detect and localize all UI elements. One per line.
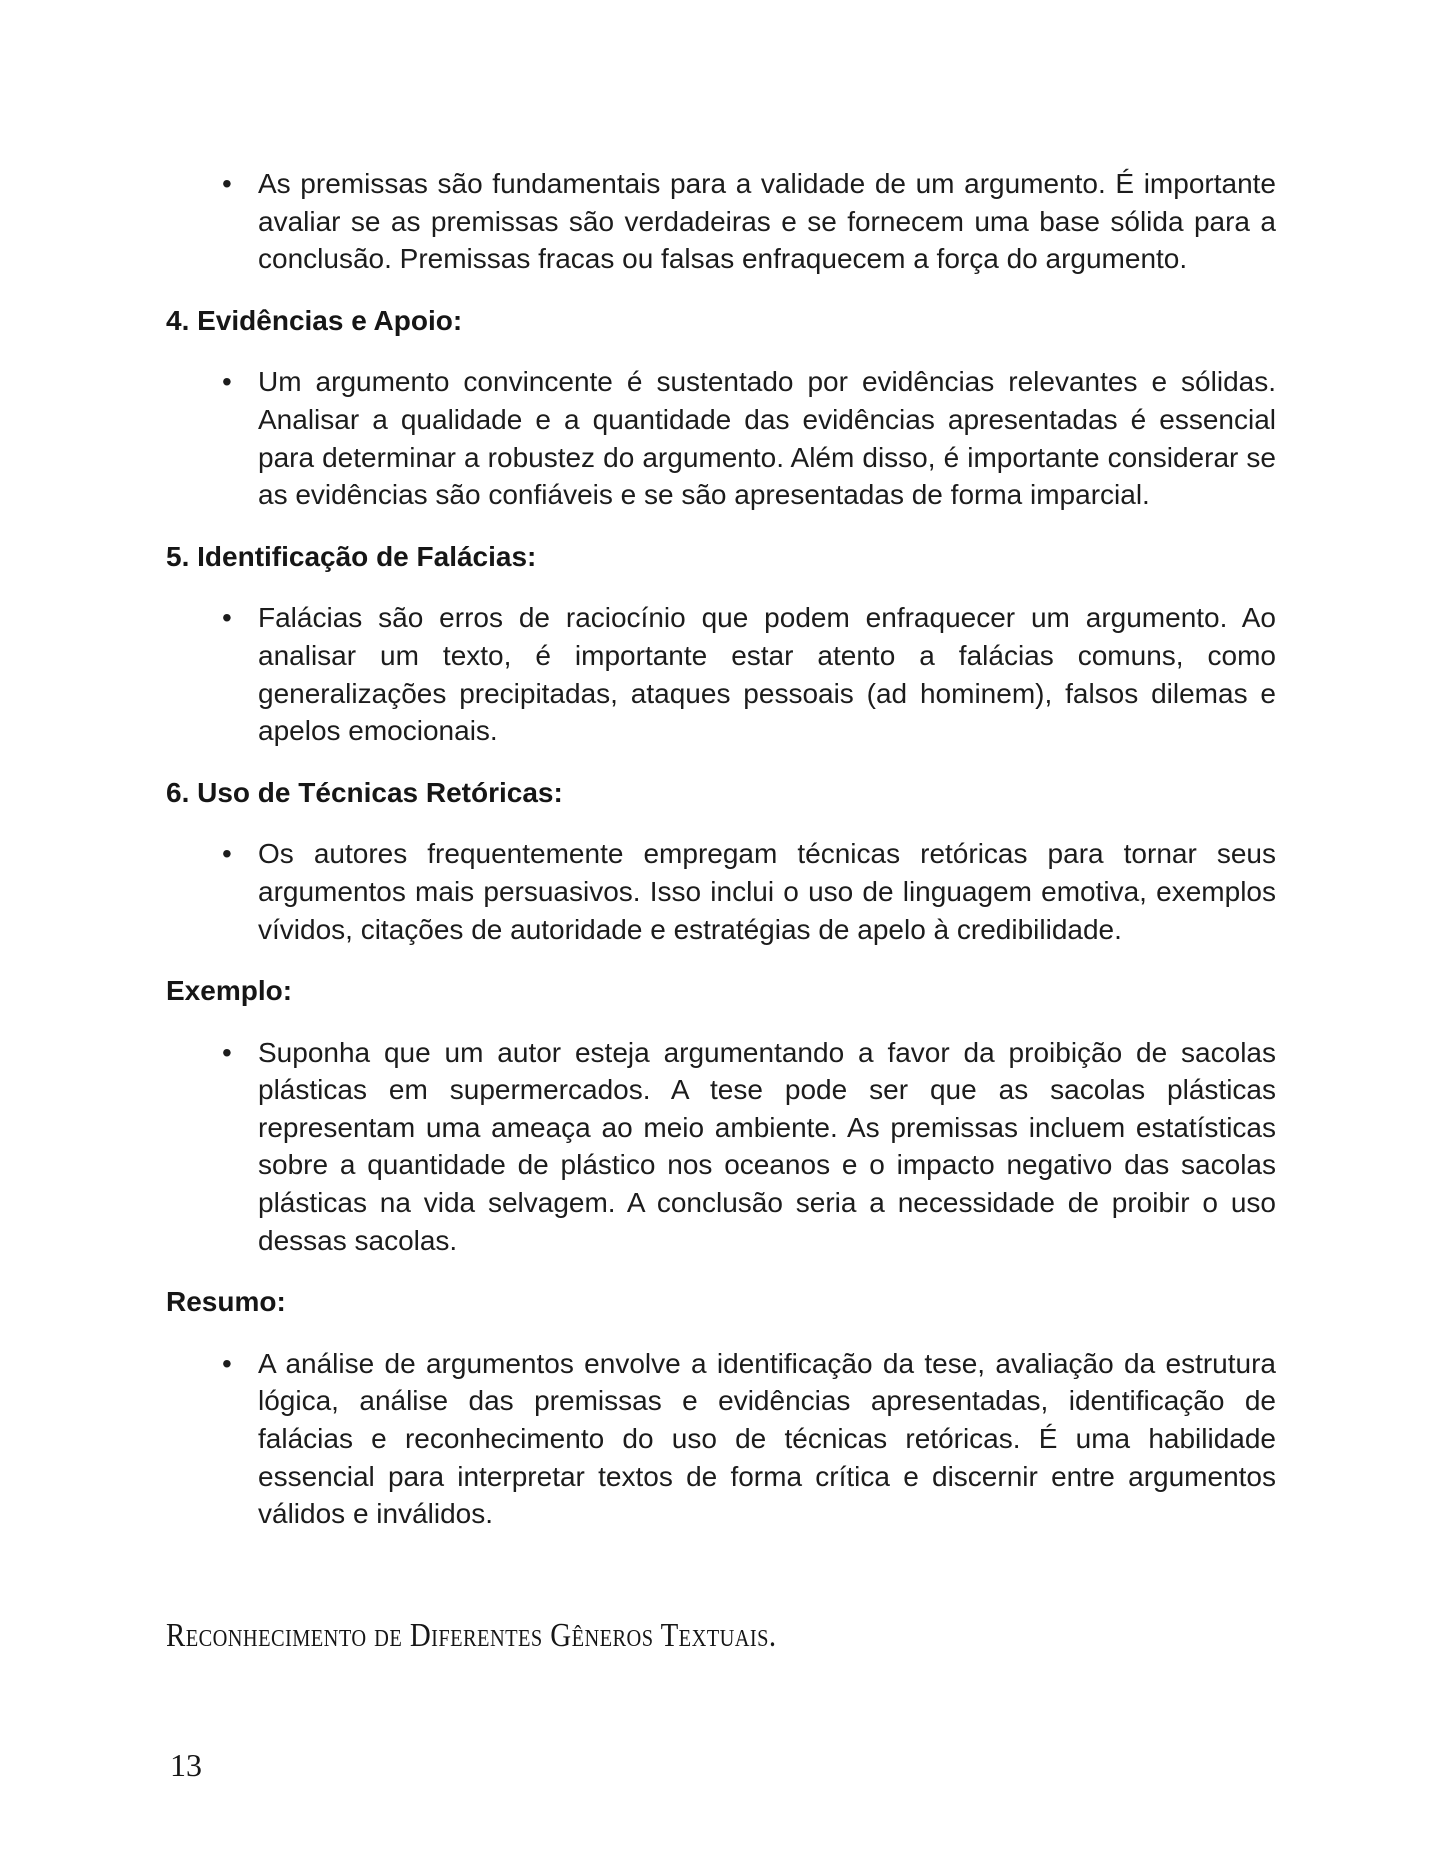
bullet-text: A análise de argumentos envolve a identificação da tese, avaliação da estrutura lógica, análise das premissas e evidências apresentadas, identificação de falácias e reconhecimento do uso de técnicas retóricas. É uma habilidade essencial para interpretar textos de forma crítica e discernir entre argumentos válidos e inválidos. [258, 1347, 1276, 1530]
heading-uso-de-tecnicas-retoricas: 6. Uso de Técnicas Retóricas: [166, 776, 563, 808]
bullet-list-tecnicas-retoricas [166, 835, 1276, 948]
page-number: 13 [170, 1746, 202, 1783]
bullet-text: Falácias são erros de raciocínio que podem enfraquecer um argumento. Ao analisar um texto, é importante estar atento a falácias comuns, como generalizações precipitadas, ataques pessoais (ad hominem), falsos dilemas e apelos emocionais. [258, 602, 1276, 747]
bullet-icon: • [222, 1036, 232, 1068]
bullet-text: Um argumento convincente é sustentado por evidências relevantes e sólidas. Analisar a qualidade e a quantidade das evidências apresentadas é essencial para determinar a robustez do argumento. Além disso, é importante considerar se as evidências são confiáveis e se são apresentadas de forma imparcial. [258, 366, 1276, 511]
bullet-list-resumo [166, 1345, 1276, 1533]
heading-evidencias-e-apoio: 4. Evidências e Apoio: [166, 304, 463, 336]
list-item [222, 1034, 1276, 1260]
list-item [222, 363, 1276, 513]
section-heading-generos-textuais: Reconhecimento de Diferentes Gêneros Textuais. [166, 1616, 777, 1654]
bullet-list-premissas [166, 165, 1276, 278]
list-item [222, 1345, 1276, 1533]
bullet-text: Os autores frequentemente empregam técnicas retóricas para tornar seus argumentos mais persuasivos. Isso inclui o uso de linguagem emotiva, exemplos vívidos, citações de autoridade e estratégias de apelo à credibilidade. [258, 838, 1276, 945]
list-item [222, 599, 1276, 749]
bullet-icon: • [222, 366, 232, 398]
bullet-list-evidencias [166, 363, 1276, 513]
bullet-icon: • [222, 838, 232, 870]
bullet-icon: • [222, 1347, 232, 1379]
bullet-icon: • [222, 168, 232, 199]
bullet-icon: • [222, 602, 232, 634]
bullet-text: As premissas são fundamentais para a validade de um argumento. É importante avaliar se as premissas são verdadeiras e se fornecem uma base sólida para a conclusão. Premissas fracas ou falsas enfraquecem a força do argumento. [258, 168, 1276, 275]
list-item [222, 165, 1276, 278]
heading-identificacao-de-falacias: 5. Identificação de Falácias: [166, 540, 537, 572]
list-item [222, 835, 1276, 948]
heading-resumo: Resumo: [166, 1286, 286, 1318]
heading-exemplo: Exemplo: [166, 975, 293, 1007]
bullet-text: Suponha que um autor esteja argumentando a favor da proibição de sacolas plásticas em supermercados. A tese pode ser que as sacolas plásticas representam uma ameaça ao meio ambiente. As premissas incluem estatísticas sobre a quantidade de plástico nos oceanos e o impacto negativo das sacolas plásticas na vida selvagem. A conclusão seria a necessidade de proibir o uso dessas sacolas. [258, 1036, 1276, 1256]
bullet-list-falacias [166, 599, 1276, 749]
bullet-list-exemplo [166, 1034, 1276, 1260]
